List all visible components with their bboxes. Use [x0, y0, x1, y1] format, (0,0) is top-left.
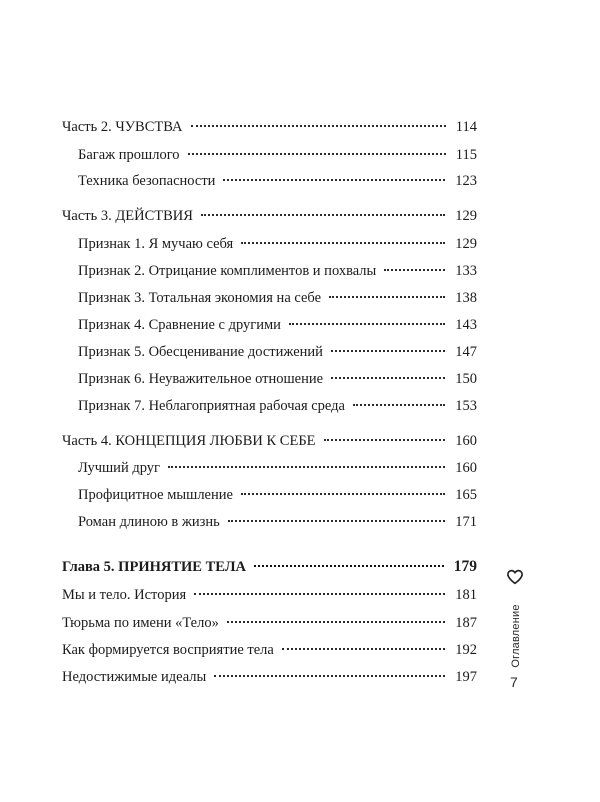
toc-entry-part-3[interactable] [62, 207, 477, 225]
toc-entry-title: Признак 2. Отрицание комплиментов и похвалы [78, 263, 377, 279]
running-section-label: Оглавление [510, 604, 522, 668]
toc-entry-page: 197 [455, 669, 477, 685]
toc-entry[interactable] [62, 641, 477, 659]
toc-entry-page: 171 [455, 514, 477, 530]
toc-entry-title: Признак 3. Тотальная экономия на себе [78, 290, 322, 306]
toc-entry-page: 165 [455, 487, 477, 503]
toc-entry[interactable] [62, 668, 477, 686]
heart-outline-icon [506, 568, 524, 586]
toc-entry-page: 153 [455, 398, 477, 414]
toc-entry-page: 187 [455, 615, 477, 631]
toc-entry[interactable] [78, 370, 477, 388]
toc-entry-chapter-5[interactable] [62, 558, 477, 576]
toc-entry[interactable] [78, 289, 477, 307]
toc-entry-title: Лучший друг [78, 460, 160, 476]
toc-entry-title: Признак 6. Неуважительное отношение [78, 371, 324, 387]
dot-leader [329, 296, 445, 298]
toc-entry-title: Признак 5. Обесценивание достижений [78, 344, 323, 360]
toc-entry[interactable] [78, 235, 477, 253]
dot-leader [254, 565, 444, 567]
toc-entry-page: 115 [455, 147, 477, 163]
toc-entry-title: Тюрьма по имени «Тело» [62, 615, 219, 631]
toc-entry[interactable] [78, 146, 477, 164]
toc-entry-title: Признак 1. Я мучаю себя [78, 236, 234, 252]
dot-leader [201, 214, 445, 216]
dot-leader [168, 466, 445, 468]
toc-entry[interactable] [78, 513, 477, 531]
dot-leader [194, 593, 445, 595]
toc-entry[interactable] [62, 614, 477, 632]
toc-entry[interactable] [78, 172, 477, 190]
dot-leader [353, 404, 445, 406]
toc-entry-title: Техника безопасности [78, 173, 216, 189]
dot-leader [228, 520, 445, 522]
toc-entry-title: Профицитное мышление [78, 487, 233, 503]
toc-entry-title: Как формируется восприятие тела [62, 642, 274, 658]
dot-leader [188, 153, 446, 155]
toc-entry-page: 192 [455, 642, 477, 658]
toc-entry-title: Недостижимые идеалы [62, 669, 207, 685]
toc-entry-page: 160 [455, 433, 477, 449]
dot-leader [241, 493, 445, 495]
toc-entry-title: Признак 7. Неблагоприятная рабочая среда [78, 398, 345, 414]
dot-leader [331, 350, 445, 352]
dot-leader [214, 675, 445, 677]
toc-entry-page: 123 [455, 173, 477, 189]
toc-entry-title: Роман длиною в жизнь [78, 514, 220, 530]
toc-entry-title: Часть 3. ДЕЙСТВИЯ [62, 208, 193, 224]
toc-entry-title: Признак 4. Сравнение с другими [78, 317, 281, 333]
dot-leader [289, 323, 445, 325]
toc-entry-title: Глава 5. ПРИНЯТИЕ ТЕЛА [62, 559, 247, 575]
dot-leader [331, 377, 445, 379]
toc-entry[interactable] [78, 459, 477, 477]
dot-leader [241, 242, 445, 244]
toc-entry-page: 143 [455, 317, 477, 333]
toc-entry[interactable] [78, 316, 477, 334]
toc-entry-part-4[interactable] [62, 432, 477, 450]
dot-leader [223, 179, 445, 181]
toc-entry-page: 133 [455, 263, 477, 279]
toc-entry-page: 129 [455, 208, 477, 224]
toc-entry-page: 150 [455, 371, 477, 387]
toc-entry-title: Мы и тело. История [62, 587, 187, 603]
toc-entry-page: 147 [455, 344, 477, 360]
toc-entry[interactable] [78, 486, 477, 504]
toc-entry[interactable] [78, 343, 477, 361]
toc-entry-page: 138 [455, 290, 477, 306]
page-number: 7 [510, 674, 518, 690]
dot-leader [282, 648, 445, 650]
toc-entry-title: Багаж прошлого [78, 147, 180, 163]
toc-entry-page: 114 [455, 119, 477, 135]
toc-entry[interactable] [78, 397, 477, 415]
toc-entry-title: Часть 4. КОНЦЕПЦИЯ ЛЮБВИ К СЕБЕ [62, 433, 316, 449]
toc-entry-page: 160 [455, 460, 477, 476]
toc-entry-title: Часть 2. ЧУВСТВА [62, 119, 183, 135]
toc-entry-page: 179 [453, 558, 477, 575]
dot-leader [384, 269, 445, 271]
toc-entry[interactable] [78, 262, 477, 280]
dot-leader [227, 621, 445, 623]
dot-leader [191, 125, 446, 127]
toc-entry-page: 129 [455, 236, 477, 252]
toc-entry[interactable] [62, 586, 477, 604]
dot-leader [324, 439, 446, 441]
toc-entry-page: 181 [455, 587, 477, 603]
toc-entry-part-2[interactable] [62, 118, 477, 136]
